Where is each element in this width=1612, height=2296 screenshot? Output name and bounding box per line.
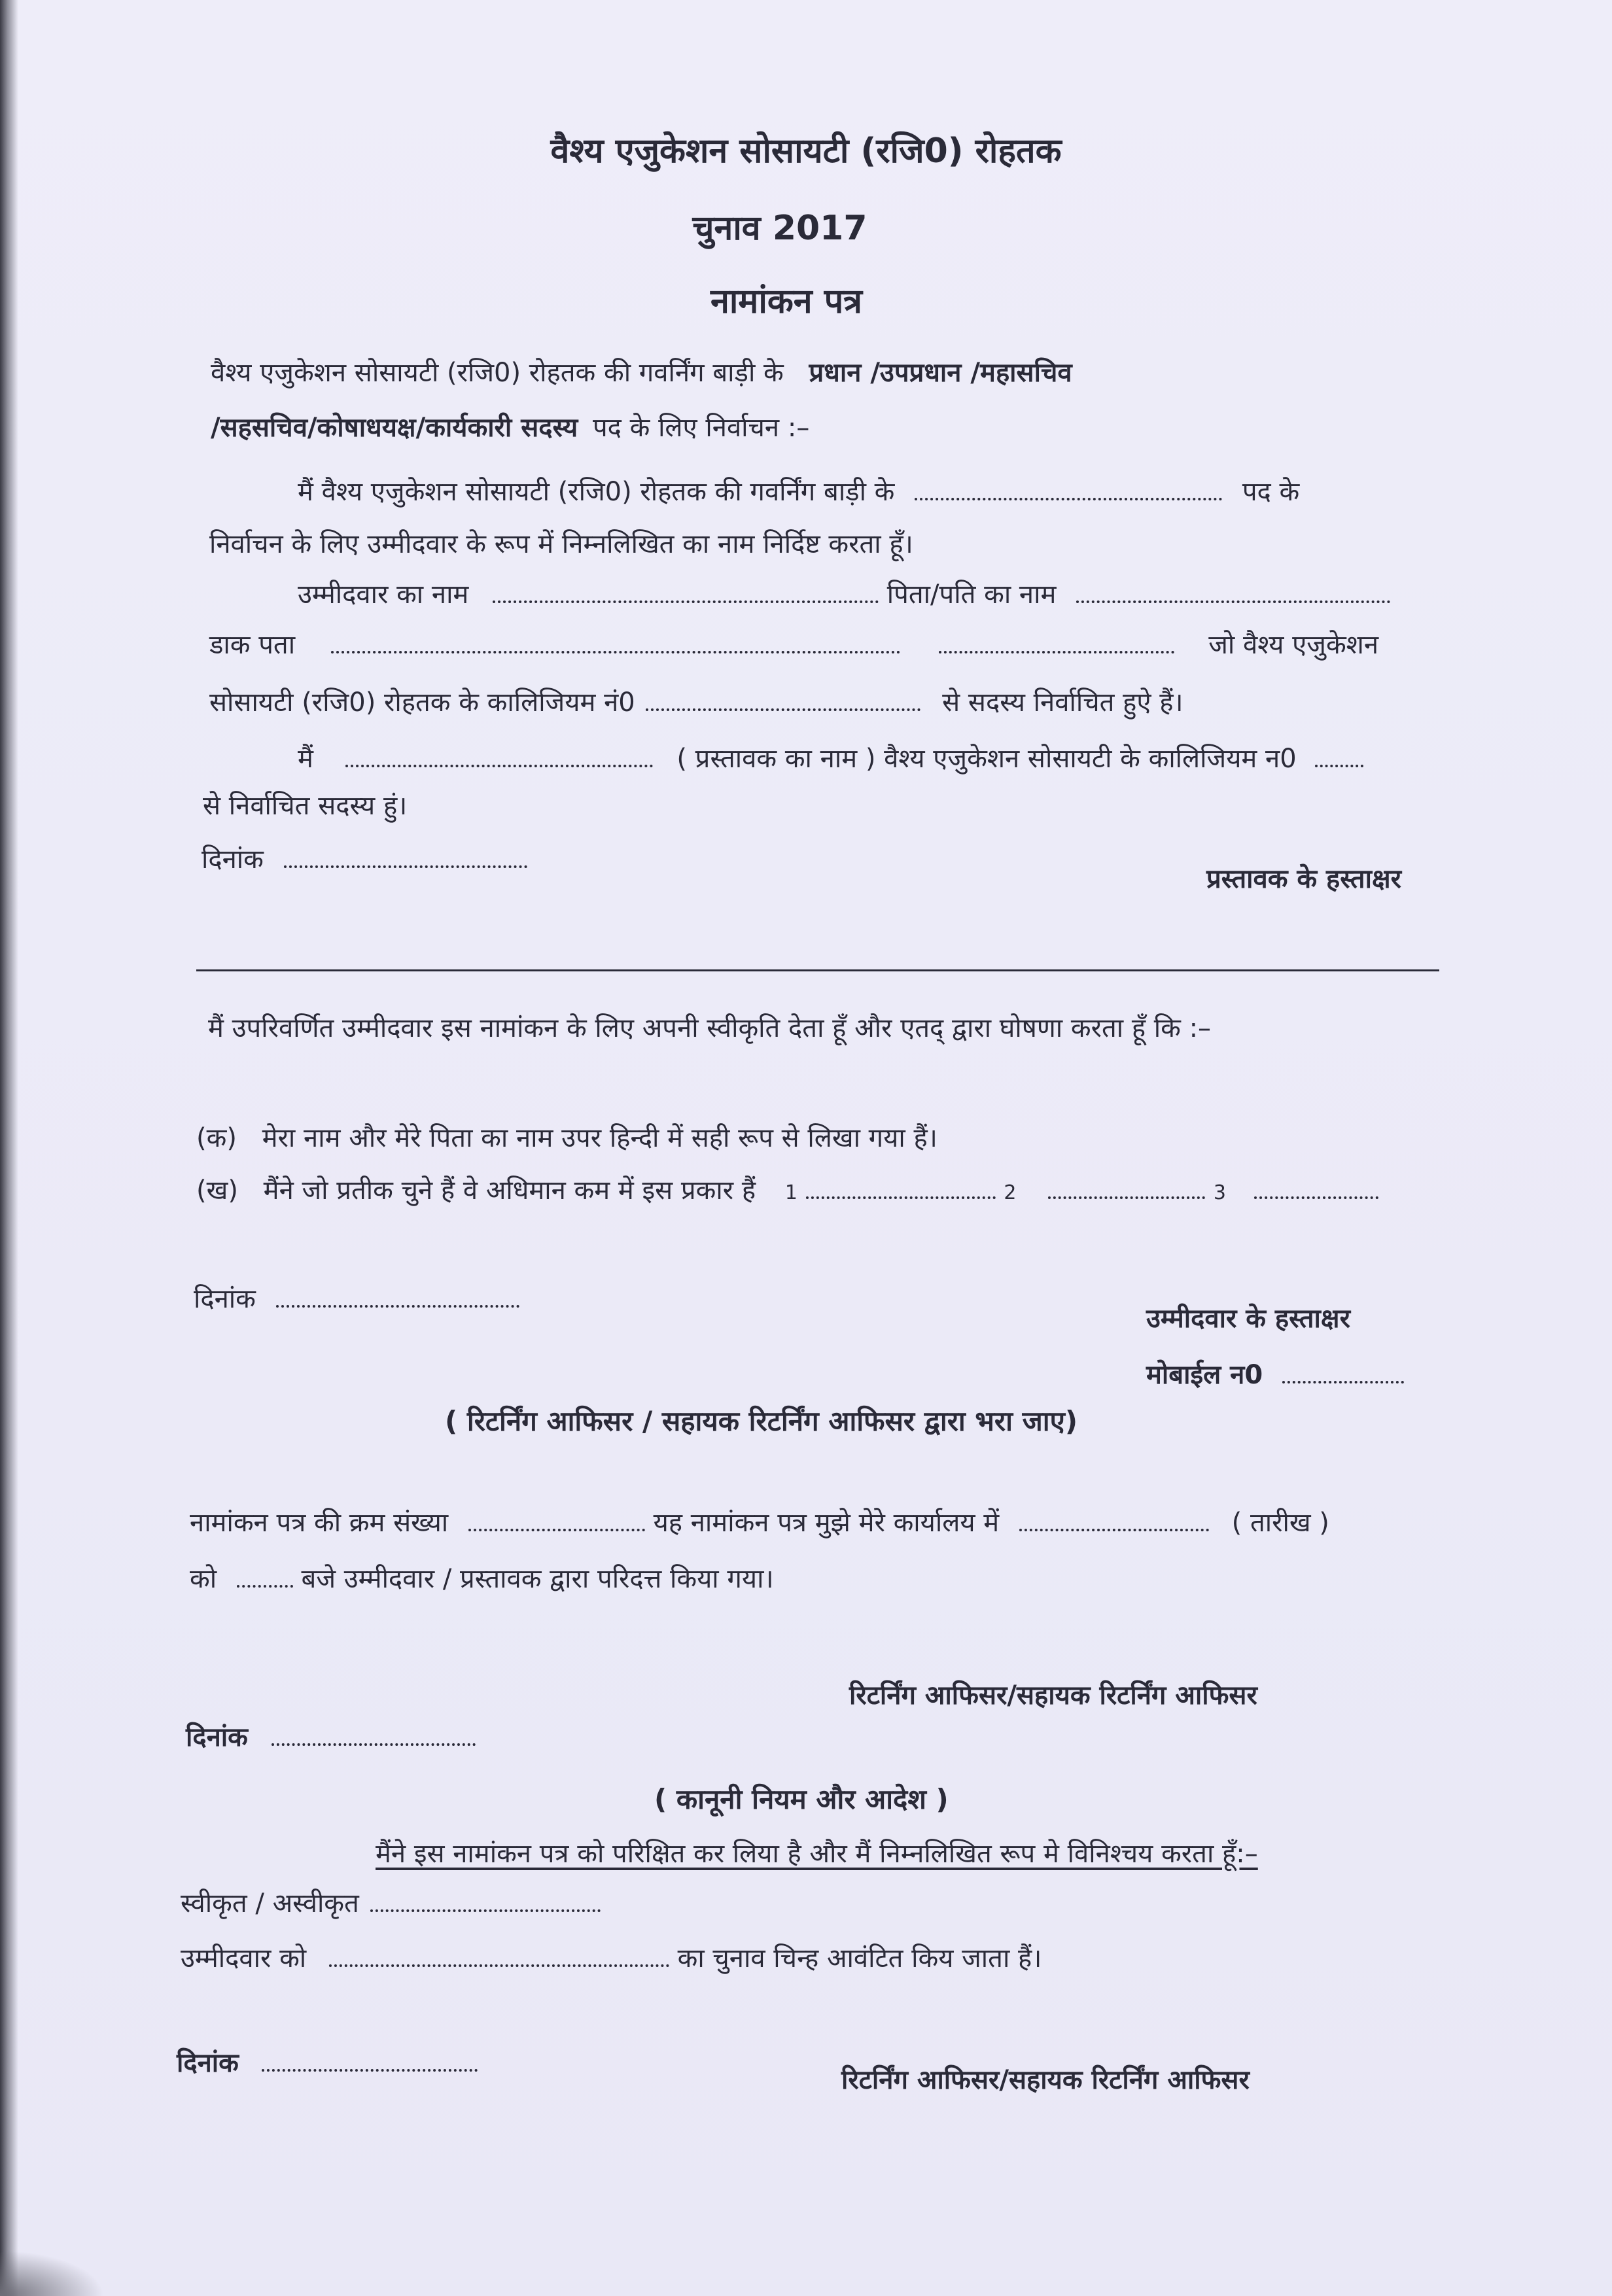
proposer-date-row bbox=[202, 844, 527, 875]
legal-statement: मैंने इस नामांकन पत्र को परिक्षित कर लिया है और मैं निम्नलिखित रूप मे विनिश्चय करता हूँ:– bbox=[376, 1839, 1258, 1869]
item-k bbox=[196, 1122, 937, 1154]
item-k-text: मेरा नाम और मेरे पिता का नाम उपर हिन्दी में सही रूप से लिखा गया हैं। bbox=[262, 1123, 937, 1153]
form-title: नामांकन पत्र bbox=[710, 282, 863, 321]
proposer-date-field[interactable] bbox=[284, 852, 527, 868]
scan-corner-shadow bbox=[0, 2250, 105, 2296]
delivery-text: बजे उम्मीदवार / प्रस्तावक द्वारा परिदत्त किया गया। bbox=[301, 1564, 774, 1594]
intro-posts: प्रधान /उपप्रधान /महासचिव bbox=[809, 358, 1072, 388]
symbol-candidate-label: उम्मीदवार को bbox=[181, 1943, 307, 1974]
returning-officer-heading: ( रिटर्निंग आफिसर / सहायक रिटर्निंग आफिसर द्वारा भरा जाए) bbox=[445, 1405, 1078, 1437]
delivery-row bbox=[190, 1563, 774, 1595]
legal-date-field[interactable] bbox=[262, 2056, 478, 2072]
item-kh bbox=[196, 1175, 1378, 1206]
delivery-start: को bbox=[190, 1564, 217, 1594]
proposer-text: ( प्रस्तावक का नाम ) वैश्य एजुकेशन सोसायटी के कालिजियम न0 bbox=[676, 744, 1297, 774]
mobile-label: मोबाईल न0 bbox=[1146, 1360, 1263, 1390]
proposer-signature: प्रस्तावक के हस्ताक्षर bbox=[1206, 864, 1402, 894]
received-date-field[interactable] bbox=[1019, 1516, 1209, 1531]
accept-label: स्वीकृत / अस्वीकृत bbox=[181, 1888, 359, 1919]
intro-posts-2: /सहसचिव/कोषाधयक्ष/कार्यकारी सदस्य bbox=[211, 413, 578, 443]
mobile-row bbox=[1146, 1359, 1404, 1391]
choice-3-field[interactable] bbox=[1254, 1183, 1378, 1199]
proposal-line-2: निर्वाचन के लिए उम्मीदवार के रूप में निम्नलिखित का नाम निर्दिष्ट करता हूँ। bbox=[209, 529, 913, 559]
candidate-signature: उम्मीदवार के हस्ताक्षर bbox=[1146, 1304, 1350, 1334]
item-kh-text: मैंने जो प्रतीक चुने हैं वे अधिमान कम में इस प्रकार हैं bbox=[263, 1175, 756, 1206]
ro-signature-1: रिटर्निंग आफिसर/सहायक रिटर्निंग आफिसर bbox=[849, 1680, 1257, 1711]
symbol-candidate-field[interactable] bbox=[329, 1951, 669, 1967]
candidate-date-label: दिनांक bbox=[194, 1284, 256, 1314]
legal-heading: ( कानूनी नियम और आदेश ) bbox=[654, 1783, 949, 1815]
accept-row bbox=[181, 1888, 601, 1919]
proposal-text-end: पद के bbox=[1242, 477, 1300, 507]
serial-label: नामांकन पत्र की क्रम संख्या bbox=[190, 1508, 449, 1538]
collegium-field[interactable] bbox=[646, 695, 920, 711]
proposer-collegium-field[interactable] bbox=[1315, 752, 1363, 767]
choice-1-field[interactable] bbox=[806, 1183, 996, 1199]
symbol-text: का चुनाव चिन्ह आवंटित किय जाता हैं। bbox=[677, 1943, 1042, 1974]
ro-date-label: दिनांक bbox=[186, 1722, 248, 1752]
ro-signature-2: रिटर्निंग आफिसर/सहायक रिटर्निंग आफिसर bbox=[841, 2065, 1250, 2095]
election-title: चुनाव 2017 bbox=[692, 209, 867, 248]
time-field[interactable] bbox=[237, 1572, 293, 1588]
father-name-label: पिता/पति का नाम bbox=[886, 580, 1057, 610]
proposer-name-field[interactable] bbox=[345, 752, 653, 767]
candidate-row bbox=[298, 579, 1390, 610]
choice-2-field[interactable] bbox=[1048, 1183, 1205, 1199]
collegium-label: सोसायटी (रजि0) रोहतक के कालिजियम नं0 bbox=[209, 687, 635, 718]
acceptance-declaration: मैं उपरिवर्णित उम्मीदवार इस नामांकन के लिए अपनी स्वीकृति देता हूँ और एतद् द्वारा घोषणा करता हूँ कि :– bbox=[208, 1013, 1212, 1043]
address-field-1[interactable] bbox=[331, 638, 900, 653]
father-name-field[interactable] bbox=[1076, 587, 1390, 603]
proposal-line-1 bbox=[298, 476, 1299, 508]
elected-member-text: से निर्वाचित सदस्य हुं। bbox=[203, 791, 408, 821]
legal-date-label: दिनांक bbox=[177, 2048, 239, 2078]
address-tail: जो वैश्य एजुकेशन bbox=[1208, 630, 1379, 660]
candidate-date-row bbox=[194, 1283, 519, 1315]
accept-field[interactable] bbox=[370, 1896, 601, 1912]
collegium-tail: से सदस्य निर्वाचित हुऐ हैं। bbox=[942, 687, 1183, 718]
society-title: वैश्य एजुकेशन सोसायटी (रजि0) रोहतक bbox=[550, 131, 1062, 171]
choice-3-label: 3 bbox=[1213, 1181, 1226, 1204]
proposer-date-label: दिनांक bbox=[202, 844, 264, 875]
post-field[interactable] bbox=[915, 485, 1222, 500]
choice-2-label: 2 bbox=[1004, 1181, 1017, 1204]
intro-text: वैश्य एजुकेशन सोसायटी (रजि0) रोहतक की गवर्निंग बाड़ी के bbox=[211, 358, 784, 388]
candidate-name-label: उम्मीदवार का नाम bbox=[298, 580, 469, 610]
collegium-row bbox=[209, 687, 1183, 718]
item-kh-marker: (ख) bbox=[196, 1175, 238, 1206]
proposal-text: मैं वैश्य एजुकेशन सोसायटी (रजि0) रोहतक की गवर्निंग बाड़ी के bbox=[298, 477, 895, 507]
ro-date-field[interactable] bbox=[272, 1730, 476, 1746]
serial-field[interactable] bbox=[468, 1516, 645, 1531]
date-word: ( तारीख ) bbox=[1231, 1508, 1329, 1538]
me-label: मैं bbox=[298, 744, 313, 774]
symbol-row bbox=[181, 1943, 1042, 1974]
scan-edge-shadow bbox=[0, 0, 18, 2296]
mobile-field[interactable] bbox=[1282, 1368, 1404, 1383]
address-row bbox=[209, 629, 1378, 661]
candidate-name-field[interactable] bbox=[493, 587, 879, 603]
address-label: डाक पता bbox=[209, 630, 296, 660]
proposer-row bbox=[298, 743, 1363, 774]
intro-line-2 bbox=[211, 412, 809, 444]
serial-row bbox=[190, 1507, 1329, 1539]
received-text: यह नामांकन पत्र मुझे मेरे कार्यालय में bbox=[653, 1508, 1000, 1538]
intro-text-2: पद के लिए निर्वाचन :– bbox=[592, 413, 810, 443]
item-k-marker: (क) bbox=[196, 1123, 237, 1153]
ro-date-row bbox=[186, 1722, 476, 1753]
candidate-date-field[interactable] bbox=[276, 1292, 519, 1308]
address-field-2[interactable] bbox=[939, 638, 1174, 653]
section-divider bbox=[196, 969, 1439, 971]
choice-1-label: 1 bbox=[784, 1181, 797, 1204]
legal-date-row bbox=[177, 2047, 478, 2079]
intro-line-1 bbox=[211, 357, 1072, 389]
